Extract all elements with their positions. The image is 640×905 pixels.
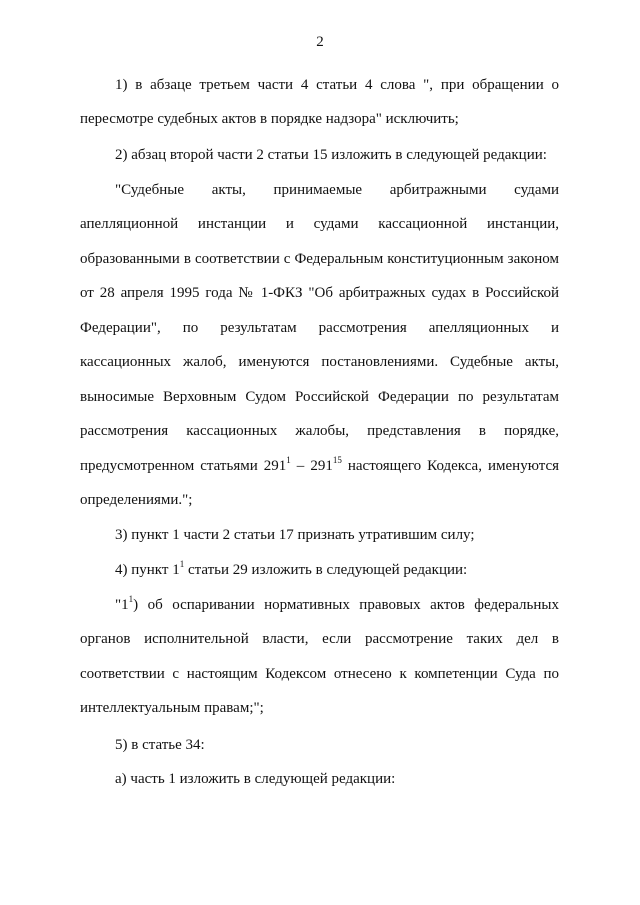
quote-1-line-10: определениями."; xyxy=(80,492,193,508)
paragraph-5: 5) в статье 34: xyxy=(115,737,205,753)
quote-1-line-4: от 28 апреля 1995 года № 1-ФКЗ "Об арбитражных судах в Российской xyxy=(80,285,559,301)
quote-1-line-5: Федерации", по результатам рассмотрения апелляционных и xyxy=(80,320,559,336)
quote-1-line-2: апелляционной инстанции и судами кассационной инстанции, xyxy=(80,216,559,232)
quote-1-line-7: выносимые Верховным Судом Российской Федерации по результатам xyxy=(80,389,559,405)
quote-1-line-1: "Судебные акты, принимаемые арбитражными судами xyxy=(115,182,559,198)
quote-2-line-1 xyxy=(115,596,559,614)
superscript: 1 xyxy=(179,559,185,569)
quote-1-line-9-text-a: предусмотренном статьями 291 xyxy=(80,458,287,474)
paragraph-4-text-a: 4) пункт 1 xyxy=(115,562,180,578)
paragraph-2: 2) абзац второй части 2 статьи 15 изложить в следующей редакции: xyxy=(115,147,547,163)
page-number: 2 xyxy=(316,34,324,50)
quote-1-line-9 xyxy=(80,457,559,475)
paragraph-4 xyxy=(115,561,559,579)
superscript: 1 xyxy=(128,594,134,604)
quote-1-line-9-text-c: настоящего Кодекса, именуются xyxy=(341,458,559,474)
paragraph-5a: а) часть 1 изложить в следующей редакции: xyxy=(115,771,396,787)
quote-1-line-3: образованными в соответствии с Федеральным конституционным законом xyxy=(80,251,559,267)
quote-2-line-3: соответствии с настоящим Кодексом отнесено к компетенции Суда по xyxy=(80,666,559,682)
quote-1-line-9-text-b: – 291 xyxy=(290,458,333,474)
quote-2-line-1-text-b: ) об оспаривании нормативных правовых актов федеральных xyxy=(133,597,559,613)
paragraph-3: 3) пункт 1 части 2 статьи 17 признать утратившим силу; xyxy=(115,527,475,543)
quote-1-line-8: рассмотрения кассационных жалобы, представления в порядке, xyxy=(80,423,559,439)
paragraph-4-text-b: статьи 29 изложить в следующей редакции: xyxy=(184,562,468,578)
paragraph-1-line-2: пересмотре судебных актов в порядке надзора" исключить; xyxy=(80,111,459,127)
superscript: 1 xyxy=(286,455,291,465)
quote-2-line-1-text-a: "1 xyxy=(115,597,129,613)
superscript: 15 xyxy=(332,455,342,465)
quote-2-line-2: органов исполнительной власти, если рассмотрение таких дел в xyxy=(80,631,559,647)
quote-1-line-6: кассационных жалоб, именуются постановлениями. Судебные акты, xyxy=(80,354,559,370)
quote-2-line-4: интеллектуальным правам;"; xyxy=(80,700,264,716)
paragraph-1-line-1: 1) в абзаце третьем части 4 статьи 4 слова ", при обращении о xyxy=(115,77,559,93)
